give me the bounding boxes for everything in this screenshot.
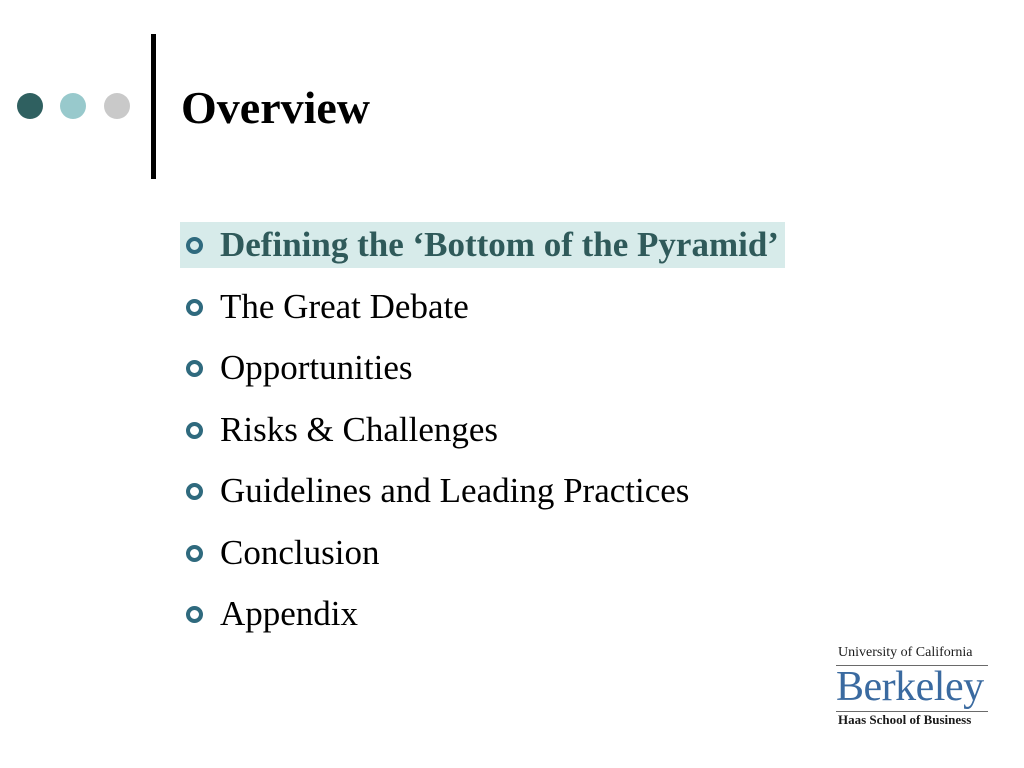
bullet-item-opportunities[interactable] (180, 345, 785, 407)
bullet-item-guidelines[interactable] (180, 468, 785, 530)
ring-bullet-icon (186, 422, 203, 439)
bullet-content (180, 407, 504, 453)
dot-light-teal (60, 93, 86, 119)
ring-bullet-icon (186, 606, 203, 623)
berkeley-haas-logo (836, 643, 990, 729)
bullet-content (180, 345, 418, 391)
ring-bullet-icon (186, 483, 203, 500)
bullet-content (180, 222, 785, 268)
slide-title: Overview (181, 82, 371, 133)
bullet-label: The Great Debate (220, 286, 469, 326)
bullet-content (180, 591, 364, 637)
bullet-label: Appendix (220, 594, 359, 633)
logo-school-line: Haas School of Business (838, 712, 972, 727)
bullet-item-appendix[interactable] (180, 591, 785, 653)
bullet-label: Opportunities (220, 348, 413, 387)
logo-university-line: University of California (838, 645, 973, 660)
title-divider (151, 34, 156, 179)
ring-bullet-icon (186, 545, 203, 562)
bullet-list (180, 222, 785, 653)
ring-bullet-icon (186, 299, 203, 316)
bullet-item-risks-challenges[interactable] (180, 407, 785, 469)
bullet-item-defining-bop[interactable] (180, 222, 785, 284)
bullet-label: Risks & Challenges (220, 409, 499, 449)
ring-bullet-icon (186, 237, 203, 254)
bullet-content (180, 468, 695, 514)
ring-bullet-icon (186, 360, 203, 377)
bullet-item-conclusion[interactable] (180, 530, 785, 592)
bullet-content (180, 284, 475, 330)
logo-wordmark: Berkeley (836, 664, 984, 710)
bullet-label: Conclusion (220, 532, 380, 572)
dot-gray (104, 93, 130, 119)
bullet-label: Defining the ‘Bottom of the Pyramid’ (220, 225, 779, 264)
bullet-label: Guidelines and Leading Practices (220, 471, 690, 510)
dot-dark-teal (17, 93, 43, 119)
bullet-content (180, 530, 385, 576)
bullet-item-great-debate[interactable] (180, 284, 785, 346)
